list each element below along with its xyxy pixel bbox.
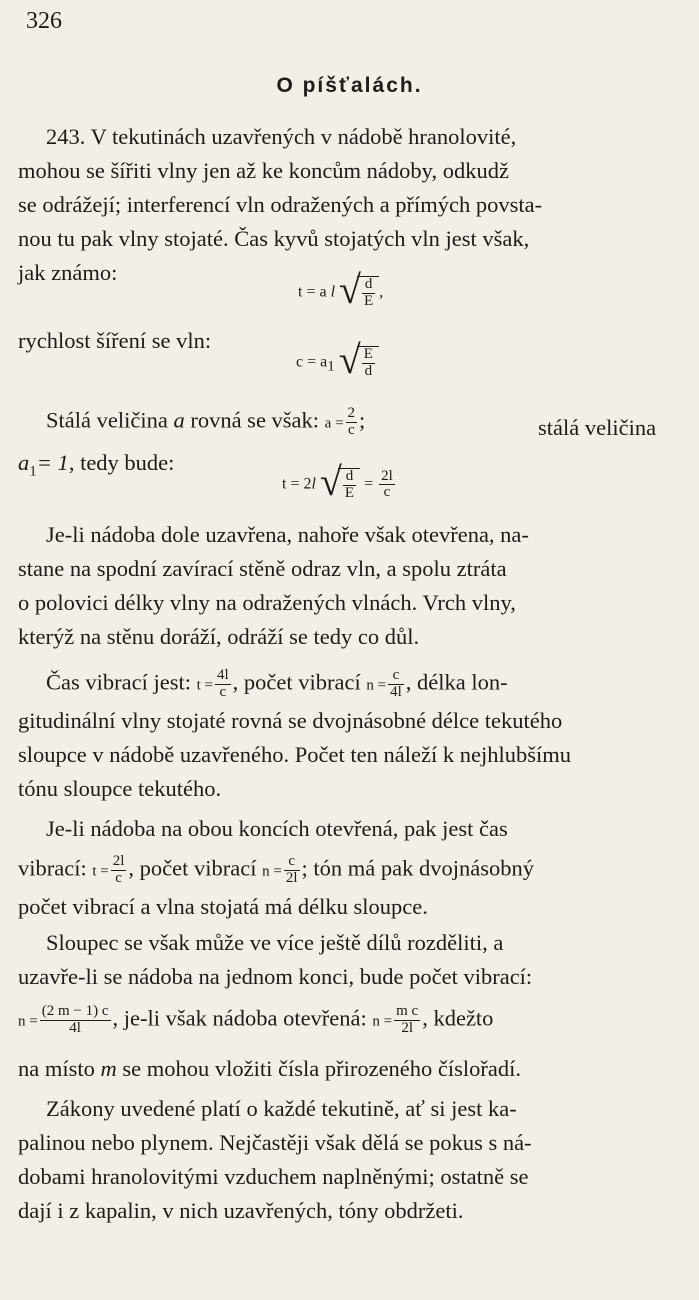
fraction: $\frac{4l}{c}$: [216, 667, 229, 700]
sqrt-sign: √ $\frac{d}{E}$: [339, 276, 379, 310]
text-line: gitudinální vlny stojaté rovná se dvojnásobné délce tekutého: [18, 708, 563, 733]
text-line: nou tu pak vlny stojaté. Čas kyvů stojatých vln jest však,: [18, 226, 530, 251]
fraction: $\frac{\text{m c}}{2l}$: [396, 1003, 419, 1036]
section-title: O píšťalách.: [276, 74, 423, 97]
sqrt-sign: √ $\frac{d}{E}$: [320, 468, 360, 502]
text-line: na místo m se mohou vložiti čísla přirozeného číslořadí.: [18, 1056, 522, 1081]
text-line: mohou se šířiti vlny jen až ke koncům nádoby, odkudž: [18, 158, 509, 183]
fraction: $\frac{(2 m - 1) c}{4l}$: [41, 1003, 109, 1036]
fraction: $\frac{2l}{c}$: [112, 853, 125, 886]
text-line: dobami hranolovitými vzduchem naplněnými; ostatně se: [18, 1164, 529, 1189]
text-line: kterýž na stěnu doráží, odráží se tedy co důl.: [18, 624, 420, 649]
sqrt-sign: √ $\frac{E}{d}$: [339, 346, 379, 380]
text-line: Sloupec se však může ve více ještě dílů rozděliti, a: [46, 930, 504, 955]
fraction: $\frac{c}{2l}$: [285, 853, 298, 886]
text-line: Čas vibrací jest: t = $\frac{4l}{c}$ , počet vibrací n = $\frac{c}{4l}$ , délka lon-: [46, 667, 508, 700]
formula-speed: $c = a_1$ √ $\frac{E}{d}$: [296, 346, 379, 380]
text-line: 243. V tekutinách uzavřených v nádobě hranolovité,: [46, 124, 517, 149]
text-line: stálá veličina: [538, 415, 657, 440]
text-line: palinou nebo plynem. Nejčastěji však dělá se pokus s ná-: [18, 1130, 532, 1155]
page-number: 326: [26, 8, 62, 34]
text-line: jak známo:: [18, 260, 118, 285]
text-line: Je-li nádoba dole uzavřena, nahoře však otevřena, na-: [46, 522, 529, 547]
text-line: n = $\frac{(2 m - 1) c}{4l}$ , je-li však nádoba otevřená: n = $\frac{\text{m c}}{2l}$ , kdežto: [18, 1003, 494, 1036]
text-line: Je-li nádoba na obou koncích otevřená, pak jest čas: [46, 816, 508, 841]
text-line: dají i z kapalin, v nich uzavřených, tóny obdržeti.: [18, 1198, 464, 1223]
text-line: uzavře-li se nádoba na jednom konci, bude počet vibrací:: [18, 964, 533, 989]
text-line: vibrací: t = $\frac{2l}{c}$ , počet vibrací n = $\frac{c}{2l}$ ; tón má pak dvojnásobný: [18, 853, 534, 886]
text-line: počet vibrací a vlna stojatá má délku sloupce.: [18, 894, 428, 919]
fraction: $\frac{2}{c}$: [347, 405, 356, 438]
text-line: sloupce v nádobě uzavřeného. Počet ten náleží k nejhlubšímu: [18, 742, 571, 767]
formula-period: t = a l √ $\frac{d}{E}$ ,: [298, 267, 384, 312]
text-line: tónu sloupce tekutého.: [18, 776, 222, 801]
text-line: Stálá veličina a rovná se však: a = $\frac{2}{c}$ ;: [46, 405, 366, 438]
text-line: stane na spodní zavírací stěně odraz vln, a spolu ztráta: [18, 556, 507, 581]
text-line: se odrážejí; interferencí vln odražených a přímých povsta-: [18, 192, 543, 217]
text-line: o polovici délky vlny na odražených vlnách. Vrch vlny,: [18, 590, 516, 615]
text-line: $a_1= 1$, tedy bude:: [18, 450, 175, 480]
fraction: $\frac{c}{4l}$: [390, 667, 402, 700]
formula-period-2: t = 2l √ $\frac{d}{E}$ = $\frac{2l}{c}$: [282, 459, 393, 504]
text-line: Zákony uvedené platí o každé tekutině, ať si jest ka-: [46, 1096, 517, 1121]
text-line: rychlost šíření se vln:: [18, 328, 212, 353]
